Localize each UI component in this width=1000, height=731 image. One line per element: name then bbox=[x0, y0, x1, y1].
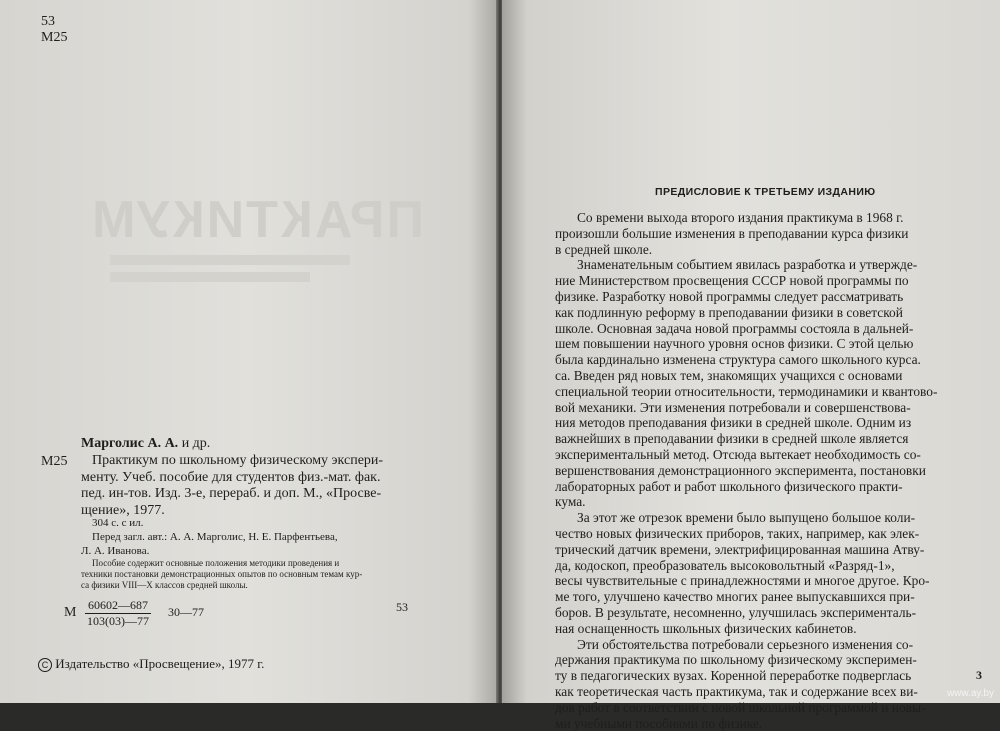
author-name: Марголис А. А. bbox=[81, 436, 178, 451]
copyright-text: Издательство «Просвещение», 1977 г. bbox=[55, 656, 264, 671]
text-line: весы чувствительные с принадлежностями и многое другое. Кро- bbox=[555, 573, 937, 589]
text-line: Знаменательным событием явилась разработка и утвержде- bbox=[555, 257, 937, 273]
text-line: ту в педагогических вузах. Коренной переработке подверглась bbox=[555, 668, 937, 684]
author-suffix: и др. bbox=[178, 436, 210, 451]
text-line: За этот же отрезок времени было выпущено большое коли- bbox=[555, 510, 937, 526]
catalog-code-top: 53 bbox=[41, 14, 55, 30]
show-through-line bbox=[110, 272, 310, 282]
preface-heading: ПРЕДИСЛОВИЕ К ТРЕТЬЕМУ ИЗДАНИЮ bbox=[655, 186, 876, 198]
text-line: ная оснащенность школьных физических кабинетов. bbox=[555, 621, 937, 637]
text-line: произошли большие изменения в преподавании курса физики bbox=[555, 226, 937, 242]
text-line: экспериментальный метод. Отсюда вытекает необходимость со- bbox=[555, 447, 937, 463]
text-line: кума. bbox=[555, 494, 937, 510]
formula-letter: М bbox=[64, 605, 76, 621]
show-through-text: ПРАКТИКУМ bbox=[90, 190, 424, 250]
authors-note-cont: Л. А. Иванова. bbox=[81, 544, 338, 558]
preface-body bbox=[555, 210, 937, 731]
text-line: ния методов преподавания физики в средней школе. Одним из bbox=[555, 415, 937, 431]
author-line bbox=[81, 436, 210, 453]
text-line: дов работ в соответствии с новой школьной программой и новы- bbox=[555, 700, 937, 716]
text-line: как теоретическая часть практикума, так и содержание всех ви- bbox=[555, 684, 937, 700]
text-line: ми учебными пособиями по физике. bbox=[555, 716, 937, 731]
entry-line: щение», 1977. bbox=[81, 503, 383, 520]
text-line: Со времени выхода второго издания практикума в 1968 г. bbox=[555, 210, 937, 226]
text-line: в средней школе. bbox=[555, 242, 937, 258]
summary-line: Пособие содержит основные положения методики проведения и bbox=[92, 558, 362, 569]
entry-details bbox=[92, 516, 338, 558]
text-line: шем повышении научного уровня основ физики. С этой целью bbox=[555, 336, 937, 352]
copyright-line bbox=[38, 656, 264, 672]
formula-code: 53 bbox=[396, 600, 408, 615]
page-number: 3 bbox=[976, 668, 982, 683]
text-line: боров. В результате, несомненно, улучшилась эксперименталь- bbox=[555, 605, 937, 621]
formula-numerator: 60602—687 bbox=[85, 598, 151, 614]
text-line: Эти обстоятельства потребовали серьезного изменения со- bbox=[555, 637, 937, 653]
text-line: трический датчик времени, электрифицированная машина Атву- bbox=[555, 542, 937, 558]
site-watermark: www.ay.by bbox=[947, 688, 994, 699]
text-line: ние Министерством просвещения СССР новой программы по bbox=[555, 273, 937, 289]
text-line: специальной теории относительности, термодинамики и квантово- bbox=[555, 384, 937, 400]
text-line: лабораторных работ и работ школьного физического практи- bbox=[555, 479, 937, 495]
text-line: важнейших в преподавании физики в средней школе является bbox=[555, 431, 937, 447]
text-line: вой механики. Эти изменения потребовали и совершенствова- bbox=[555, 400, 937, 416]
summary bbox=[81, 558, 362, 591]
formula-denominator: 103(03)—77 bbox=[85, 614, 151, 629]
show-through-line bbox=[110, 255, 350, 265]
catalog-code-letter: М25 bbox=[41, 30, 67, 46]
formula-right: 30—77 bbox=[168, 605, 204, 620]
entry-line: менту. Учеб. пособие для студентов физ.-мат. фак. bbox=[81, 470, 383, 487]
text-line: держания практикума по школьному физическому эксперимен- bbox=[555, 652, 937, 668]
page-count: 304 с. с ил. bbox=[92, 516, 338, 530]
text-line: ме того, улучшено качество многих ранее выпускавшихся при- bbox=[555, 589, 937, 605]
text-line: была кардинально изменена структура самого школьного курса. bbox=[555, 352, 937, 368]
shelf-code: М25 bbox=[41, 454, 67, 470]
summary-line: техники постановки демонстрационных опытов по основным темам кур- bbox=[81, 569, 362, 580]
authors-note: Перед загл. авт.: А. А. Марголис, Н. Е. Парфентьева, bbox=[92, 530, 338, 544]
summary-line: са физики VIII—X классов средней школы. bbox=[81, 580, 362, 591]
formula-fraction bbox=[85, 598, 151, 629]
entry-line: Практикум по школьному физическому экспери- bbox=[92, 453, 383, 470]
copyright-icon: C bbox=[38, 658, 52, 672]
text-line: чество новых физических приборов, таких, например, как элек- bbox=[555, 526, 937, 542]
text-line: как подлинную реформу в преподавании физики в советской bbox=[555, 305, 937, 321]
text-line: да, кодоскоп, преобразователь высоковольтный «Разряд-1», bbox=[555, 558, 937, 574]
text-line: вершенствования демонстрационного эксперимента, постановки bbox=[555, 463, 937, 479]
text-line: школе. Основная задача новой программы состояла в дальней- bbox=[555, 321, 937, 337]
text-line: физике. Разработку новой программы следует рассматривать bbox=[555, 289, 937, 305]
entry-line: пед. ин-тов. Изд. 3-е, перераб. и доп. М., «Просве- bbox=[81, 486, 383, 503]
left-page bbox=[0, 0, 498, 703]
right-page bbox=[502, 0, 1000, 703]
bibliographic-entry bbox=[92, 453, 383, 519]
text-line: са. Введен ряд новых тем, знакомящих учащихся с основами bbox=[555, 368, 937, 384]
